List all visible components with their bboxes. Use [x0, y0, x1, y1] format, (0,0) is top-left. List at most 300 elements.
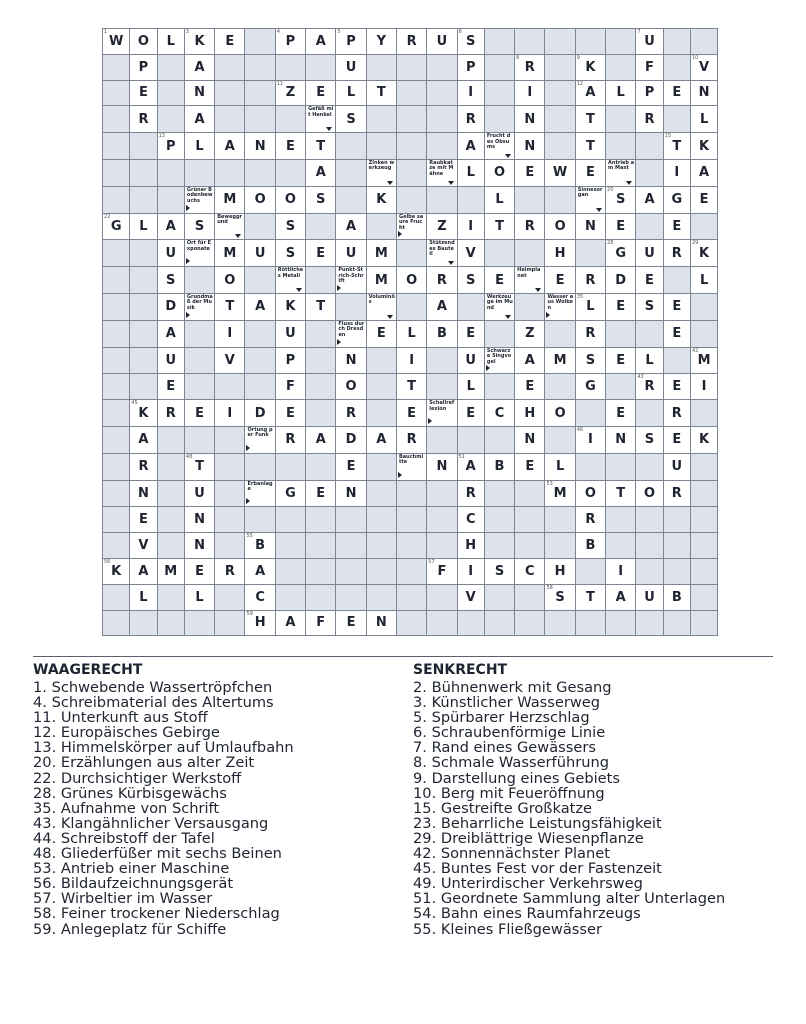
letter-cell[interactable]: E [215, 29, 245, 55]
letter-cell[interactable]: S [575, 347, 605, 374]
letter-cell[interactable]: T [575, 584, 605, 610]
letter-cell[interactable]: 35 L [575, 293, 605, 320]
letter-cell[interactable]: H [545, 240, 575, 267]
blank-cell [275, 54, 305, 80]
blank-cell [396, 240, 426, 267]
letter-cell[interactable]: 56 K [103, 558, 130, 584]
clue-cell [245, 426, 275, 453]
letter-cell[interactable]: N [575, 213, 605, 240]
letter-cell[interactable]: P [457, 54, 484, 80]
letter-cell[interactable]: T [215, 293, 245, 320]
blank-cell [275, 584, 305, 610]
letter-cell[interactable]: E [457, 400, 484, 427]
letter-cell[interactable]: O [575, 480, 605, 507]
letter-cell[interactable]: L [690, 267, 717, 294]
letter-cell[interactable]: E [306, 80, 336, 106]
letter-cell[interactable]: U [427, 29, 457, 55]
letter-cell[interactable]: I [606, 558, 636, 584]
letter-cell[interactable]: L [130, 213, 157, 240]
letter-cell[interactable]: I [457, 80, 484, 106]
letter-cell[interactable]: M [215, 240, 245, 267]
letter-cell[interactable]: N [184, 80, 214, 106]
letter-cell[interactable]: E [336, 610, 366, 636]
letter-cell[interactable]: R [457, 106, 484, 133]
letter-cell[interactable]: N [515, 106, 545, 133]
letter-cell[interactable]: 48 T [184, 453, 214, 480]
letter-cell[interactable]: N [515, 133, 545, 160]
letter-cell[interactable]: O [545, 213, 575, 240]
blank-cell [515, 29, 545, 55]
letter-cell[interactable]: E [606, 293, 636, 320]
blank-cell [484, 320, 514, 347]
letter-cell[interactable]: M [366, 267, 396, 294]
blank-cell [215, 453, 245, 480]
blank-cell [690, 533, 717, 559]
letter-cell[interactable]: D [157, 293, 184, 320]
letter-cell[interactable]: R [157, 400, 184, 427]
letter-cell[interactable]: P [275, 347, 305, 374]
blank-cell [184, 426, 214, 453]
letter-cell[interactable]: T [366, 80, 396, 106]
letter-cell[interactable]: S [636, 293, 663, 320]
letter-cell[interactable]: 13 P [157, 133, 184, 160]
letter-cell[interactable]: O [215, 267, 245, 294]
letter-cell[interactable]: G [663, 186, 690, 213]
letter-cell[interactable]: A [130, 558, 157, 584]
letter-cell[interactable]: N [515, 426, 545, 453]
letter-cell[interactable]: A [515, 347, 545, 374]
blank-cell [427, 507, 457, 533]
letter-cell[interactable]: 12 A [575, 80, 605, 106]
letter-cell[interactable]: U [336, 54, 366, 80]
letter-cell[interactable]: E [575, 159, 605, 186]
letter-cell[interactable]: O [336, 374, 366, 400]
letter-cell[interactable]: C [245, 584, 275, 610]
letter-cell[interactable]: I [457, 558, 484, 584]
letter-cell[interactable]: M [366, 240, 396, 267]
letter-cell[interactable]: L [457, 374, 484, 400]
letter-cell[interactable]: R [130, 453, 157, 480]
letter-cell[interactable]: 22 G [103, 213, 130, 240]
letter-cell[interactable]: N [427, 453, 457, 480]
letter-cell[interactable]: E [306, 240, 336, 267]
blank-cell [157, 80, 184, 106]
letter-cell[interactable]: A [275, 610, 305, 636]
letter-cell[interactable]: 4 P [275, 29, 305, 55]
letter-cell[interactable]: G [575, 374, 605, 400]
letter-cell[interactable]: 46 I [575, 426, 605, 453]
letter-cell[interactable]: B [575, 533, 605, 559]
clue-cell [427, 240, 457, 267]
letter-cell[interactable]: D [606, 267, 636, 294]
letter-cell[interactable]: A [130, 426, 157, 453]
letter-cell[interactable]: P [130, 54, 157, 80]
letter-cell[interactable]: V [215, 347, 245, 374]
blank-cell [306, 584, 336, 610]
blank-cell [396, 558, 426, 584]
letter-cell[interactable]: E [663, 213, 690, 240]
letter-cell[interactable]: O [275, 186, 305, 213]
letter-cell[interactable]: F [306, 610, 336, 636]
letter-cell[interactable]: 53 M [545, 480, 575, 507]
letter-cell[interactable]: R [396, 426, 426, 453]
letter-cell[interactable]: E [157, 374, 184, 400]
letter-cell[interactable]: 6 S [457, 29, 484, 55]
arrow-down-icon [535, 288, 541, 292]
letter-cell[interactable]: V [130, 533, 157, 559]
letter-cell[interactable]: A [690, 159, 717, 186]
letter-cell[interactable]: E [606, 347, 636, 374]
clue-number: 8 [516, 54, 520, 61]
letter-cell[interactable]: E [184, 558, 214, 584]
letter-cell[interactable]: 55 B [245, 533, 275, 559]
letter-cell[interactable]: E [663, 320, 690, 347]
blank-cell [484, 584, 514, 610]
letter-cell[interactable]: S [275, 240, 305, 267]
letter-cell[interactable]: S [484, 558, 514, 584]
grid-row [103, 240, 718, 267]
letter-cell[interactable]: A [336, 213, 366, 240]
letter-cell[interactable]: T [396, 374, 426, 400]
blank-cell [663, 267, 690, 294]
letter-cell[interactable]: I [215, 320, 245, 347]
letter-cell[interactable]: V [457, 584, 484, 610]
letter-cell[interactable]: 43 R [636, 374, 663, 400]
grid-row [103, 347, 718, 374]
blank-cell [396, 584, 426, 610]
letter-cell[interactable]: U [636, 240, 663, 267]
blank-cell [427, 133, 457, 160]
letter-cell[interactable]: E [690, 186, 717, 213]
letter-cell[interactable]: R [336, 400, 366, 427]
letter-cell[interactable]: E [515, 374, 545, 400]
blank-cell [396, 480, 426, 507]
letter-cell[interactable]: E [184, 400, 214, 427]
blank-cell [245, 347, 275, 374]
letter-cell[interactable]: A [457, 133, 484, 160]
letter-cell[interactable]: T [606, 480, 636, 507]
letter-cell[interactable]: O [484, 159, 514, 186]
letter-cell[interactable]: M [215, 186, 245, 213]
letter-cell[interactable]: G [275, 480, 305, 507]
letter-cell[interactable]: C [484, 400, 514, 427]
letter-cell[interactable]: I [457, 213, 484, 240]
letter-cell[interactable]: W [545, 159, 575, 186]
letter-cell[interactable]: E [336, 453, 366, 480]
blank-cell [215, 480, 245, 507]
letter-cell[interactable]: L [184, 133, 214, 160]
letter-cell[interactable]: R [575, 320, 605, 347]
blank-cell [545, 106, 575, 133]
letter-cell[interactable]: B [484, 453, 514, 480]
letter-cell[interactable]: B [663, 584, 690, 610]
letter-cell[interactable]: A [245, 293, 275, 320]
letter-cell[interactable]: U [184, 480, 214, 507]
down-clue-item: 42. Sonnennächster Planet [413, 845, 610, 863]
letter-cell[interactable]: E [306, 480, 336, 507]
letter-cell[interactable]: E [663, 293, 690, 320]
letter-cell[interactable]: C [515, 558, 545, 584]
letter-cell[interactable]: L [636, 347, 663, 374]
letter-cell[interactable]: 57 F [427, 558, 457, 584]
letter-cell[interactable]: N [606, 426, 636, 453]
letter-cell[interactable]: T [575, 133, 605, 160]
blank-cell [575, 610, 605, 636]
letter-cell[interactable]: 8 R [515, 54, 545, 80]
clue-number: 12 [576, 80, 584, 87]
letter-cell[interactable]: U [157, 347, 184, 374]
letter-cell[interactable]: R [575, 507, 605, 533]
letter-cell[interactable]: A [306, 29, 336, 55]
blank-cell [690, 400, 717, 427]
letter-cell[interactable]: E [606, 213, 636, 240]
letter-cell[interactable]: V [457, 240, 484, 267]
letter-cell[interactable]: 45 K [130, 400, 157, 427]
letter-cell[interactable]: R [663, 400, 690, 427]
blank-cell [184, 374, 214, 400]
letter-cell[interactable]: 51 A [457, 453, 484, 480]
letter-cell[interactable]: N [184, 507, 214, 533]
letter-cell[interactable]: 29 K [690, 240, 717, 267]
blank-cell [103, 610, 130, 636]
letter-cell[interactable]: R [663, 240, 690, 267]
letter-cell[interactable]: U [636, 584, 663, 610]
letter-cell[interactable]: O [636, 480, 663, 507]
letter-cell[interactable]: C [457, 507, 484, 533]
letter-cell[interactable]: K [690, 133, 717, 160]
letter-cell[interactable]: N [245, 133, 275, 160]
blank-cell [157, 453, 184, 480]
letter-cell[interactable]: 28 G [606, 240, 636, 267]
letter-cell[interactable]: U [275, 320, 305, 347]
blank-cell [336, 507, 366, 533]
letter-cell[interactable]: K [275, 293, 305, 320]
letter-cell[interactable]: H [457, 533, 484, 559]
letter-cell[interactable]: I [663, 159, 690, 186]
letter-cell[interactable]: I [515, 80, 545, 106]
letter-cell[interactable]: B [427, 320, 457, 347]
letter-cell[interactable]: F [275, 374, 305, 400]
letter-cell[interactable]: E [606, 400, 636, 427]
letter-cell[interactable]: F [636, 54, 663, 80]
letter-cell[interactable]: A [606, 584, 636, 610]
clue-number: 42 [691, 347, 699, 354]
letter-cell[interactable]: N [366, 610, 396, 636]
letter-cell[interactable]: A [184, 54, 214, 80]
letter-cell[interactable]: Z [515, 320, 545, 347]
letter-cell[interactable]: E [663, 426, 690, 453]
blank-cell [103, 426, 130, 453]
blank-cell [515, 507, 545, 533]
letter-cell[interactable]: L [457, 159, 484, 186]
letter-cell[interactable]: S [184, 213, 214, 240]
arrow-down-icon [448, 181, 454, 185]
letter-cell[interactable]: D [336, 426, 366, 453]
blank-cell [366, 533, 396, 559]
blank-cell [306, 374, 336, 400]
letter-cell[interactable]: 11 Z [275, 80, 305, 106]
blank-cell [157, 426, 184, 453]
letter-cell[interactable]: R [636, 106, 663, 133]
letter-cell[interactable]: E [396, 400, 426, 427]
blank-cell [103, 374, 130, 400]
arrow-down-icon [235, 234, 241, 238]
letter-cell[interactable]: U [336, 240, 366, 267]
letter-cell[interactable]: O [130, 29, 157, 55]
blank-cell [103, 453, 130, 480]
letter-cell[interactable]: H [515, 400, 545, 427]
letter-cell[interactable]: R [427, 267, 457, 294]
letter-cell[interactable]: N [690, 80, 717, 106]
letter-cell[interactable]: S [636, 426, 663, 453]
blank-cell [103, 293, 130, 320]
clue-number: 7 [637, 29, 641, 35]
letter-cell[interactable]: A [636, 186, 663, 213]
letter-cell[interactable]: A [306, 159, 336, 186]
blank-cell [427, 533, 457, 559]
letter-cell[interactable]: I [215, 400, 245, 427]
letter-cell[interactable]: L [130, 584, 157, 610]
letter-cell[interactable]: R [457, 480, 484, 507]
clue-text: Fluss durch Dresden [338, 320, 365, 338]
letter-cell[interactable]: R [515, 213, 545, 240]
letter-cell[interactable]: H [545, 558, 575, 584]
letter-cell[interactable]: 9 K [575, 54, 605, 80]
letter-cell[interactable]: T [575, 106, 605, 133]
letter-cell[interactable]: E [663, 80, 690, 106]
letter-cell[interactable]: U [157, 240, 184, 267]
blank-cell [275, 453, 305, 480]
clue-text: Antrieb am Mast [608, 159, 635, 172]
letter-cell[interactable]: S [457, 267, 484, 294]
letter-cell[interactable]: E [484, 267, 514, 294]
letter-cell[interactable]: A [366, 426, 396, 453]
letter-cell[interactable]: R [275, 426, 305, 453]
letter-cell[interactable]: L [690, 106, 717, 133]
letter-cell[interactable]: N [184, 533, 214, 559]
letter-cell[interactable]: O [396, 267, 426, 294]
letter-cell[interactable]: 1 W [103, 29, 130, 55]
letter-cell[interactable]: R [396, 29, 426, 55]
letter-cell[interactable]: R [130, 106, 157, 133]
letter-cell[interactable]: L [157, 29, 184, 55]
letter-cell[interactable]: O [245, 186, 275, 213]
letter-cell[interactable]: U [457, 347, 484, 374]
blank-cell [306, 347, 336, 374]
letter-cell[interactable]: N [130, 480, 157, 507]
blank-cell [484, 480, 514, 507]
letter-cell[interactable]: E [515, 159, 545, 186]
letter-cell[interactable]: R [215, 558, 245, 584]
letter-cell[interactable]: T [484, 213, 514, 240]
letter-cell[interactable]: O [545, 400, 575, 427]
letter-cell[interactable]: P [636, 80, 663, 106]
letter-cell[interactable]: 3 K [184, 29, 214, 55]
blank-cell [157, 533, 184, 559]
letter-cell[interactable]: A [215, 133, 245, 160]
letter-cell[interactable]: E [130, 80, 157, 106]
letter-cell[interactable]: E [130, 507, 157, 533]
letter-cell[interactable]: E [275, 133, 305, 160]
letter-cell[interactable]: L [484, 186, 514, 213]
letter-cell[interactable]: E [275, 400, 305, 427]
blank-cell [157, 480, 184, 507]
letter-cell[interactable]: U [663, 453, 690, 480]
letter-cell[interactable]: 20 S [606, 186, 636, 213]
down-clue-item: 51. Geordnete Sammlung alter Unterlagen [413, 890, 726, 908]
blank-cell [366, 106, 396, 133]
letter-cell[interactable]: 7 U [636, 29, 663, 55]
letter-cell[interactable]: I [396, 347, 426, 374]
letter-cell[interactable]: N [336, 480, 366, 507]
letter-cell[interactable]: T [306, 133, 336, 160]
letter-cell[interactable]: N [336, 347, 366, 374]
letter-cell[interactable]: 5 P [336, 29, 366, 55]
letter-cell[interactable]: E [545, 267, 575, 294]
blank-cell [157, 159, 184, 186]
letter-cell[interactable]: A [157, 320, 184, 347]
blank-cell [336, 584, 366, 610]
letter-cell[interactable]: E [457, 320, 484, 347]
letter-cell[interactable]: L [184, 584, 214, 610]
blank-cell [396, 159, 426, 186]
letter-cell[interactable]: A [157, 213, 184, 240]
letter-cell[interactable]: S [336, 106, 366, 133]
letter-cell[interactable]: 59 H [245, 610, 275, 636]
letter-cell[interactable]: A [306, 426, 336, 453]
letter-cell[interactable]: U [245, 240, 275, 267]
letter-cell[interactable]: L [545, 453, 575, 480]
clue-text: Gelbe saure Frucht [398, 213, 424, 231]
letter-cell[interactable]: Y [366, 29, 396, 55]
letter-cell[interactable]: M [157, 558, 184, 584]
letter-cell[interactable]: 15 T [663, 133, 690, 160]
letter-cell[interactable]: S [157, 267, 184, 294]
across-clue-item: 22. Durchsichtiger Werkstoff [33, 769, 242, 787]
letter-cell[interactable]: L [336, 80, 366, 106]
across-clue-item: 4. Schreibmaterial des Altertums [33, 694, 274, 712]
letter-cell[interactable]: 58 S [545, 584, 575, 610]
clue-cell [366, 293, 396, 320]
letter-cell[interactable]: S [306, 186, 336, 213]
letter-cell[interactable]: E [366, 320, 396, 347]
letter-cell[interactable]: L [396, 320, 426, 347]
letter-cell[interactable]: M [545, 347, 575, 374]
letter-cell[interactable]: E [515, 453, 545, 480]
letter-cell[interactable]: T [306, 293, 336, 320]
letter-cell[interactable]: Z [427, 213, 457, 240]
letter-cell[interactable]: I [690, 374, 717, 400]
letter-cell[interactable]: E [663, 374, 690, 400]
letter-cell[interactable]: A [245, 558, 275, 584]
letter-cell[interactable]: L [606, 80, 636, 106]
letter-cell[interactable]: 10 V [690, 54, 717, 80]
letter-cell[interactable]: K [690, 426, 717, 453]
letter-cell[interactable]: K [366, 186, 396, 213]
grid-row [103, 213, 718, 240]
letter-cell[interactable]: R [575, 267, 605, 294]
letter-cell[interactable]: 42 M [690, 347, 717, 374]
letter-cell[interactable]: E [636, 267, 663, 294]
letter-cell[interactable]: S [275, 213, 305, 240]
letter-cell[interactable]: D [245, 400, 275, 427]
letter-cell[interactable]: A [184, 106, 214, 133]
letter-cell[interactable]: R [663, 480, 690, 507]
letter-cell[interactable]: A [427, 293, 457, 320]
blank-cell [396, 80, 426, 106]
blank-cell [215, 610, 245, 636]
blank-cell [130, 159, 157, 186]
